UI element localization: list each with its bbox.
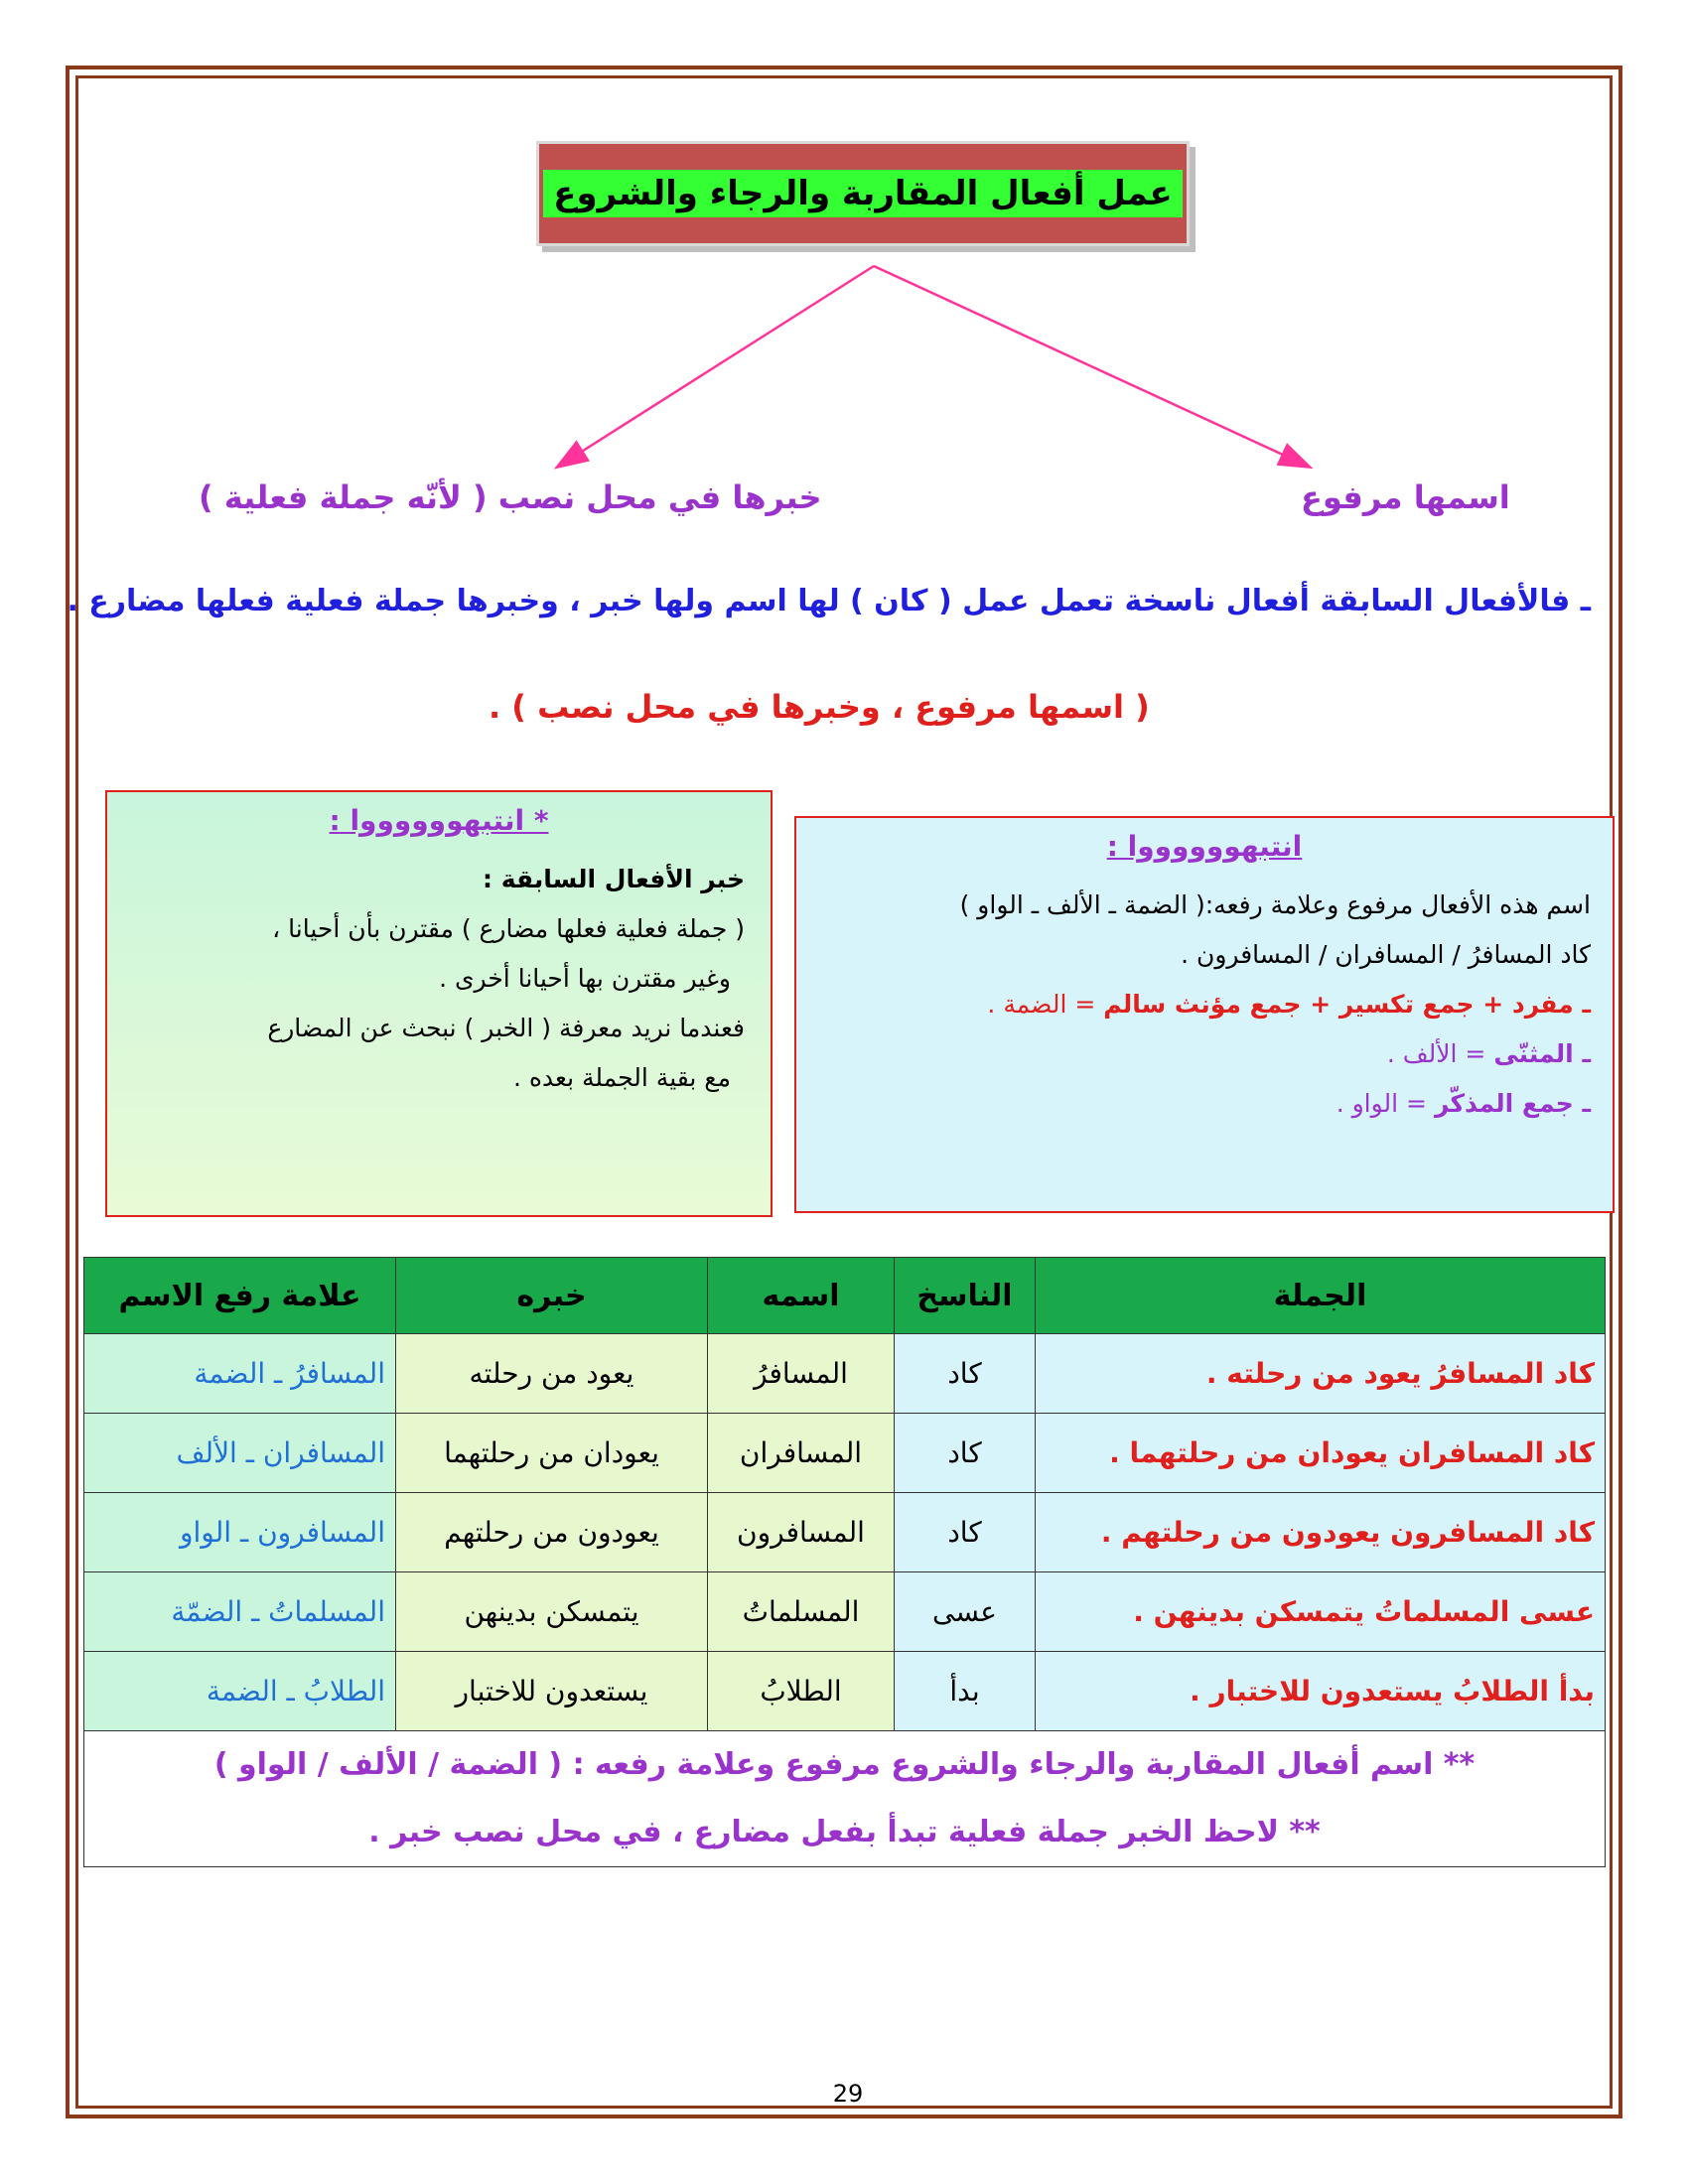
table-header-row	[84, 1258, 1606, 1334]
note-box-ism	[794, 816, 1615, 1213]
note-left-red-line: مع بقية الجملة بعده .	[512, 1063, 731, 1092]
cell-sentence: كاد المسافرُ يعود من رحلته .	[1036, 1334, 1606, 1414]
cell-nasikh: كاد	[895, 1334, 1036, 1414]
table-row	[84, 1493, 1606, 1572]
cell-ism: المسافران	[708, 1414, 895, 1493]
note-left-line: وغير مقترن بها أحيانا أخرى .	[439, 964, 731, 993]
rule-label: ـ مفرد + جمع تكسير + جمع مؤنث سالم	[1103, 990, 1591, 1019]
header-khabar: خبره	[396, 1258, 708, 1334]
table-row	[84, 1652, 1606, 1731]
cell-khabar: يستعدون للاختبار	[396, 1652, 708, 1731]
table-row	[84, 1414, 1606, 1493]
cell-nasikh: بدأ	[895, 1652, 1036, 1731]
cell-ism: المسلماتُ	[708, 1572, 895, 1652]
cell-khabar: يعودون من رحلتهم	[396, 1493, 708, 1572]
note-right-rule	[818, 1029, 1591, 1079]
table-row	[84, 1572, 1606, 1652]
arrow-to-khabar	[558, 266, 874, 467]
header-ism: اسمه	[708, 1258, 895, 1334]
note-left-red-line: فعندما نريد معرفة ( الخبر ) نبحث عن المضارع	[267, 1014, 745, 1042]
cell-ism: الطلابُ	[708, 1652, 895, 1731]
table-footer	[84, 1731, 1606, 1867]
cell-alama: المسلماتُ ـ الضمّة	[84, 1572, 396, 1652]
cell-nasikh: عسى	[895, 1572, 1036, 1652]
rule-label: ـ المثنّى	[1493, 1039, 1591, 1068]
explanation-line-1: ـ فالأفعال السابقة أفعال ناسخة تعمل عمل ( كان ) لها اسم ولها خبر ، وخبرها جملة فعلية فعلها مضارع .	[67, 584, 1591, 618]
cell-nasikh: كاد	[895, 1414, 1036, 1493]
rule-value: = الضمة .	[987, 990, 1096, 1019]
cell-khabar: يعودان من رحلتهما	[396, 1414, 708, 1493]
explanation-line-2: ( اسمها مرفوع ، وخبرها في محل نصب ) .	[489, 688, 1150, 726]
cell-alama: المسافرُ ـ الضمة	[84, 1334, 396, 1414]
cell-alama: المسافرون ـ الواو	[84, 1493, 396, 1572]
cell-khabar: يتمسكن بدينهن	[396, 1572, 708, 1652]
note-right-line: كاد المسافرُ / المسافران / المسافرون .	[1181, 940, 1591, 969]
table-row	[84, 1334, 1606, 1414]
header-nasikh: الناسخ	[895, 1258, 1036, 1334]
cell-sentence: عسى المسلماتُ يتمسكن بدينهن .	[1036, 1572, 1606, 1652]
rule-label: ـ جمع المذكّر	[1434, 1089, 1591, 1118]
note-box-khabar	[105, 790, 773, 1217]
note-right-rule	[818, 980, 1591, 1029]
header-sentence: الجملة	[1036, 1258, 1606, 1334]
rule-value: = الواو .	[1336, 1089, 1427, 1118]
header-alama: علامة رفع الاسم	[84, 1258, 396, 1334]
cell-ism: المسافرون	[708, 1493, 895, 1572]
cell-sentence: كاد المسافران يعودان من رحلتهما .	[1036, 1414, 1606, 1493]
note-right-line: اسم هذه الأفعال مرفوع وعلامة رفعه:( الضمة ـ الألف ـ الواو )	[959, 890, 1591, 919]
note-left-subheading: خبر الأفعال السابقة :	[483, 865, 745, 893]
page-title: عمل أفعال المقاربة والرجاء والشروع	[543, 170, 1183, 217]
arrow-to-ism	[874, 266, 1309, 467]
table-footer-row	[84, 1731, 1606, 1867]
examples-table	[83, 1257, 1606, 1867]
rule-value: = الألف .	[1386, 1039, 1486, 1068]
footer-note-1: ** اسم أفعال المقاربة والرجاء والشروع مرفوع وعلامة رفعه : ( الضمة / الألف / الواو )	[213, 1747, 1476, 1782]
note-right-rule	[818, 1079, 1591, 1129]
page-number: 29	[832, 2080, 864, 2108]
cell-alama: الطلابُ ـ الضمة	[84, 1652, 396, 1731]
cell-khabar: يعود من رحلته	[396, 1334, 708, 1414]
cell-nasikh: كاد	[895, 1493, 1036, 1572]
note-left-heading: * انتبهووووووا :	[329, 804, 549, 837]
branch-ism: اسمها مرفوع	[1301, 478, 1510, 516]
note-left-line: ( جملة فعلية فعلها مضارع ) مقترن بأن أحيانا ،	[272, 914, 745, 943]
cell-ism: المسافرُ	[708, 1334, 895, 1414]
cell-sentence: كاد المسافرون يعودون من رحلتهم .	[1036, 1493, 1606, 1572]
cell-sentence: بدأ الطلابُ يستعدون للاختبار .	[1036, 1652, 1606, 1731]
footer-note-2: ** لاحظ الخبر جملة فعلية تبدأ بفعل مضارع ، في محل نصب خبر .	[368, 1815, 1321, 1849]
note-right-heading: انتبهووووووا :	[1106, 830, 1303, 863]
cell-alama: المسافران ـ الألف	[84, 1414, 396, 1493]
branch-khabar: خبرها في محل نصب ( لأنّه جملة فعلية )	[199, 478, 822, 516]
